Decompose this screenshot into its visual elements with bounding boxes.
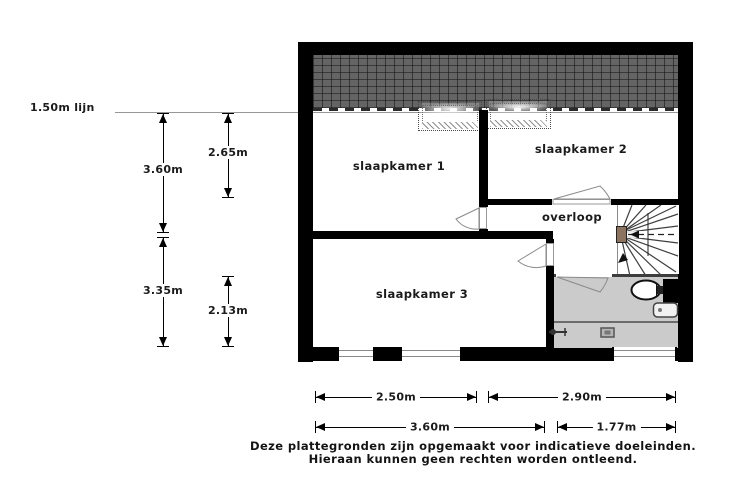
dimension-left-335: [142, 237, 184, 347]
dim-arrowhead: [666, 423, 675, 431]
dim-value: 1.77m: [592, 421, 640, 434]
dim-value: 3.60m: [406, 421, 454, 434]
dim-arrowhead: [224, 188, 232, 197]
dimension-bottom-177: [557, 421, 676, 433]
skylight-hatch: [422, 122, 478, 129]
dim-arrowhead: [316, 393, 325, 401]
dim-arrowhead: [467, 393, 476, 401]
wall-bedroom3-bathroom: [546, 266, 554, 348]
door-bedroom3: [547, 244, 554, 266]
dim-arrowhead: [535, 423, 544, 431]
door-swing-bedroom1: [456, 208, 479, 229]
dimension-bottom-360: [315, 421, 545, 433]
dim-tick: [157, 232, 169, 233]
room-label-bedroom2: slaapkamer 2: [534, 142, 628, 156]
height-150-line: [115, 112, 691, 113]
dim-arrowhead: [489, 393, 498, 401]
dim-arrowhead: [224, 337, 232, 346]
wall-outer-top: [298, 42, 693, 55]
wall-bedroom1-bedroom3: [313, 231, 553, 239]
dim-arrowhead: [159, 223, 167, 232]
dim-arrowhead: [558, 423, 567, 431]
window-bathroom: [612, 347, 677, 361]
bathroom-floor: [554, 277, 678, 348]
disclaimer: [243, 440, 703, 465]
dim-tick: [675, 391, 676, 403]
skylight-icon: [486, 99, 551, 129]
bathroom-stairs-divider: [612, 274, 678, 277]
dim-arrowhead: [159, 238, 167, 247]
dim-arrowhead: [316, 423, 325, 431]
dim-arrowhead: [224, 114, 232, 123]
dim-tick: [222, 197, 234, 198]
disclaimer-line1: Deze plattegronden zijn opgemaakt voor indicatieve doeleinden.: [250, 439, 696, 453]
wall-bedroom3-stub: [546, 239, 554, 243]
stairwell-area: [617, 205, 679, 274]
door-swing-bedroom2: [554, 186, 610, 199]
room-label-bedroom1: slaapkamer 1: [352, 159, 446, 173]
window-bedroom3-left: [337, 347, 375, 361]
skylight-hatch: [490, 120, 547, 127]
dimension-bottom-290: [488, 391, 676, 403]
dimension-left-265: [207, 113, 249, 198]
wall-outer-right: [678, 42, 693, 362]
dimension-bottom-250: [315, 391, 477, 403]
room-label-landing: overloop: [541, 210, 603, 224]
dim-tick: [476, 391, 477, 403]
wall-bedroom2-landing-left: [488, 199, 552, 205]
door-bedroom1: [480, 208, 487, 229]
dim-value: 2.13m: [207, 304, 249, 317]
dim-tick: [222, 346, 234, 347]
dimension-left-360: [142, 113, 184, 233]
dim-tick: [157, 346, 169, 347]
dim-value: 2.50m: [372, 391, 420, 404]
door-swing-bedroom3: [518, 244, 546, 268]
door-bedroom2: [553, 200, 610, 205]
dim-arrowhead: [666, 393, 675, 401]
shower-divider-line: [554, 321, 678, 323]
bathroom-wall-stub: [554, 274, 556, 277]
dim-tick: [544, 421, 545, 433]
roof-line-label: 1.50m lijn: [30, 101, 95, 114]
dim-value: 2.90m: [558, 391, 606, 404]
dim-value: 2.65m: [207, 146, 249, 159]
wall-bedroom1-bedroom2: [479, 110, 488, 207]
wall-outer-left: [298, 42, 313, 362]
dim-arrowhead: [159, 337, 167, 346]
dim-arrowhead: [224, 277, 232, 286]
room-label-bedroom3: slaapkamer 3: [375, 287, 469, 301]
dim-value: 3.60m: [142, 163, 184, 176]
dim-tick: [675, 421, 676, 433]
dim-arrowhead: [159, 114, 167, 123]
window-bedroom3-right: [400, 347, 462, 361]
disclaimer-line2: Hieraan kunnen geen rechten worden ontleend.: [308, 451, 638, 466]
skylight-icon: [418, 101, 482, 131]
dim-value: 3.35m: [142, 284, 184, 297]
dimension-left-213: [207, 276, 249, 347]
